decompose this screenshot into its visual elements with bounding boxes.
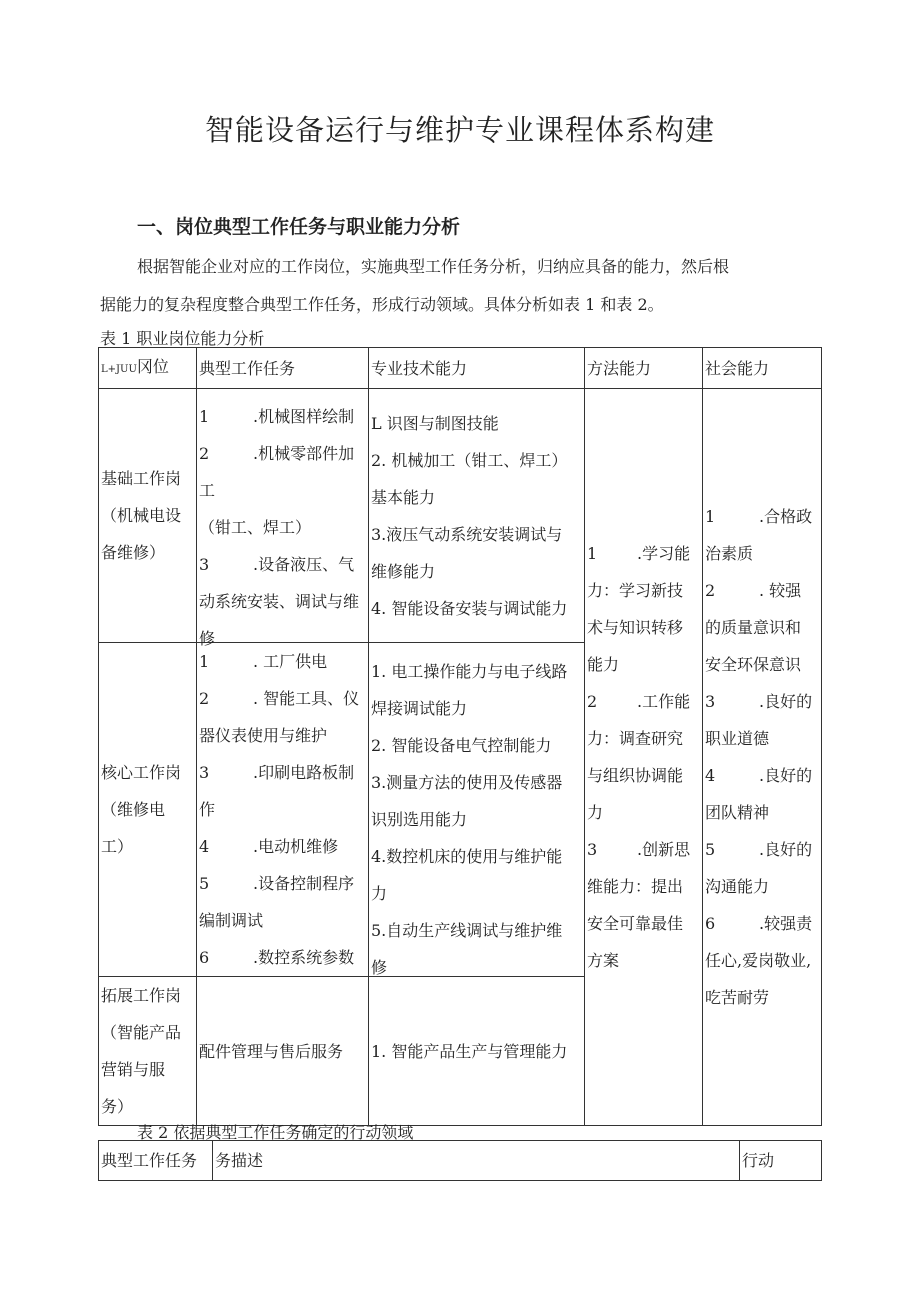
- paragraph-line-2: 据能力的复杂程度整合典型工作任务，形成行动领域。具体分析如表 1 和表 2。: [100, 295, 664, 314]
- method-line: 术与知识转移: [587, 618, 684, 637]
- social-line: 安全环保意识: [705, 655, 802, 674]
- method-line: 维能力：提出: [587, 877, 684, 896]
- row2-task-line: 6 .数控系统参数: [199, 948, 355, 967]
- row1-skill-line: 4. 智能设备安装与调试能力: [371, 598, 568, 618]
- header-post-label: 冈位: [136, 357, 169, 376]
- social-line: 1 .合格政: [705, 507, 813, 526]
- row1-tasks: [197, 389, 369, 648]
- paragraph-line-1: 根据智能企业对应的工作岗位，实施典型工作任务分析，归纳应具备的能力，然后根: [137, 257, 730, 276]
- method-ability: [585, 389, 703, 1126]
- row2-post-line: 工）: [101, 837, 134, 856]
- social-line: 吃苦耐劳: [705, 988, 770, 1007]
- row1-post: [99, 389, 197, 643]
- row1-post-line: 基础工作岗: [101, 469, 182, 488]
- row1-post-line: （机械电设: [101, 506, 182, 525]
- table1-header-method: 方法能力: [585, 348, 703, 389]
- table1-header-social: 社会能力: [703, 348, 822, 389]
- method-line: 力: [587, 803, 604, 822]
- row2-post-line: （维修电: [101, 800, 166, 819]
- row2-skills: [369, 643, 585, 977]
- row3-post-line: 拓展工作岗: [101, 986, 182, 1005]
- row2-skill-line: 力: [371, 883, 388, 903]
- method-line: 3 .创新思: [587, 840, 691, 859]
- table2-header-task: 典型工作任务: [99, 1141, 213, 1181]
- row2-skill-line: 1. 电工操作能力与电子线路: [371, 661, 568, 681]
- row1-task-line: 动系统安装、调试与维: [199, 591, 360, 611]
- row3-tasks: 配件管理与售后服务: [197, 977, 369, 1126]
- header-post-small: L+JUU: [101, 364, 137, 375]
- row3-post-line: （智能产品: [101, 1023, 182, 1042]
- social-line: 5 .良好的: [705, 840, 813, 859]
- social-line: 职业道德: [705, 729, 770, 748]
- social-line: 6 .较强责: [705, 914, 813, 933]
- row3-post-line: 营销与服: [101, 1060, 166, 1079]
- row2-post: [99, 643, 197, 977]
- social-line: 任心,爱岗敬业,: [705, 951, 812, 970]
- method-line: 安全可靠最佳: [587, 914, 684, 933]
- table2-caption: 表 2 依据典型工作任务确定的行动领域: [137, 1123, 414, 1142]
- table1-header-skills: 专业技术能力: [369, 348, 585, 389]
- row1-skill-line: L 识图与制图技能: [371, 413, 499, 433]
- row1-skill-line: 2. 机械加工（钳工、焊工）: [371, 450, 568, 470]
- row2-tasks: [197, 643, 369, 977]
- social-line: 3 .良好的: [705, 692, 813, 711]
- social-line: 2 . 较强: [705, 581, 802, 600]
- row2-skill-line: 5.自动生产线调试与维护维: [371, 920, 563, 940]
- row1-task-line: 1 .机械图样绘制: [199, 406, 355, 426]
- row2-skill-line: 修: [371, 957, 388, 977]
- row2-task-line: 2 . 智能工具、仪: [199, 689, 360, 708]
- row2-task-line: 器仪表使用与维护: [199, 726, 328, 745]
- method-line: 力：学习新技: [587, 581, 684, 600]
- row2-skill-line: 3.测量方法的使用及传感器: [371, 772, 563, 792]
- row2-skill-line: 4.数控机床的使用与维护能: [371, 846, 563, 866]
- row2-skill-line: 2. 智能设备电气控制能力: [371, 735, 552, 755]
- row3-post-line: 务）: [101, 1097, 134, 1116]
- row2-task-line: 3 .印刷电路板制: [199, 763, 355, 782]
- section-heading: 一、岗位典型工作任务与职业能力分析: [137, 216, 461, 238]
- row2-task-line: 1 . 工厂供电: [199, 652, 328, 671]
- table2-header-description: 务描述: [213, 1141, 740, 1181]
- row3-post: [99, 977, 197, 1126]
- social-line: 治素质: [705, 544, 754, 563]
- method-line: 力：调查研究: [587, 729, 684, 748]
- row1-skill-line: 维修能力: [371, 561, 436, 581]
- row2-post-line: 核心工作岗: [101, 763, 182, 782]
- social-line: 的质量意识和: [705, 618, 802, 637]
- method-line: 能力: [587, 655, 620, 674]
- row2-task-line: 5 .设备控制程序: [199, 874, 355, 893]
- row2-task-line: 作: [199, 800, 216, 819]
- page-title: 智能设备运行与维护专业课程体系构建: [204, 113, 715, 147]
- row3-skills: 1. 智能产品生产与管理能力: [369, 977, 585, 1126]
- social-ability: [703, 389, 822, 1126]
- row1-post-line: 备维修）: [101, 543, 166, 562]
- method-line: 方案: [587, 951, 620, 970]
- table1-job-competency: [98, 347, 822, 1126]
- table1-header-tasks: 典型工作任务: [197, 348, 369, 389]
- row2-skill-line: 焊接调试能力: [371, 698, 468, 718]
- row1-task-line: 3 .设备液压、气: [199, 554, 355, 574]
- row1-task-line: 2 .机械零部件加: [199, 443, 355, 463]
- method-line: 与组织协调能: [587, 766, 684, 785]
- row1-skill-line: 3.液压气动系统安装调试与: [371, 524, 563, 544]
- row2-task-line: 编制调试: [199, 911, 264, 930]
- row1-skills: [369, 389, 585, 643]
- method-line: 2 .工作能: [587, 692, 691, 711]
- method-line: 1 .学习能: [587, 544, 691, 563]
- row2-skill-line: 识别选用能力: [371, 809, 468, 829]
- table2-action-domain: [98, 1140, 822, 1181]
- row1-skill-line: 基本能力: [371, 487, 436, 507]
- row1-task-line: （钳工、焊工）: [199, 517, 312, 537]
- table2-header-action: 行动: [740, 1141, 822, 1181]
- row1-task-line: 工: [199, 480, 216, 500]
- table1-header-post: [99, 348, 197, 389]
- table1-caption: 表 1 职业岗位能力分析: [100, 329, 265, 348]
- row2-task-line: 4 .电动机维修: [199, 837, 339, 856]
- social-line: 团队精神: [705, 803, 770, 822]
- social-line: 4 .良好的: [705, 766, 813, 785]
- social-line: 沟通能力: [705, 877, 770, 896]
- row1-task-line: 修: [199, 628, 216, 648]
